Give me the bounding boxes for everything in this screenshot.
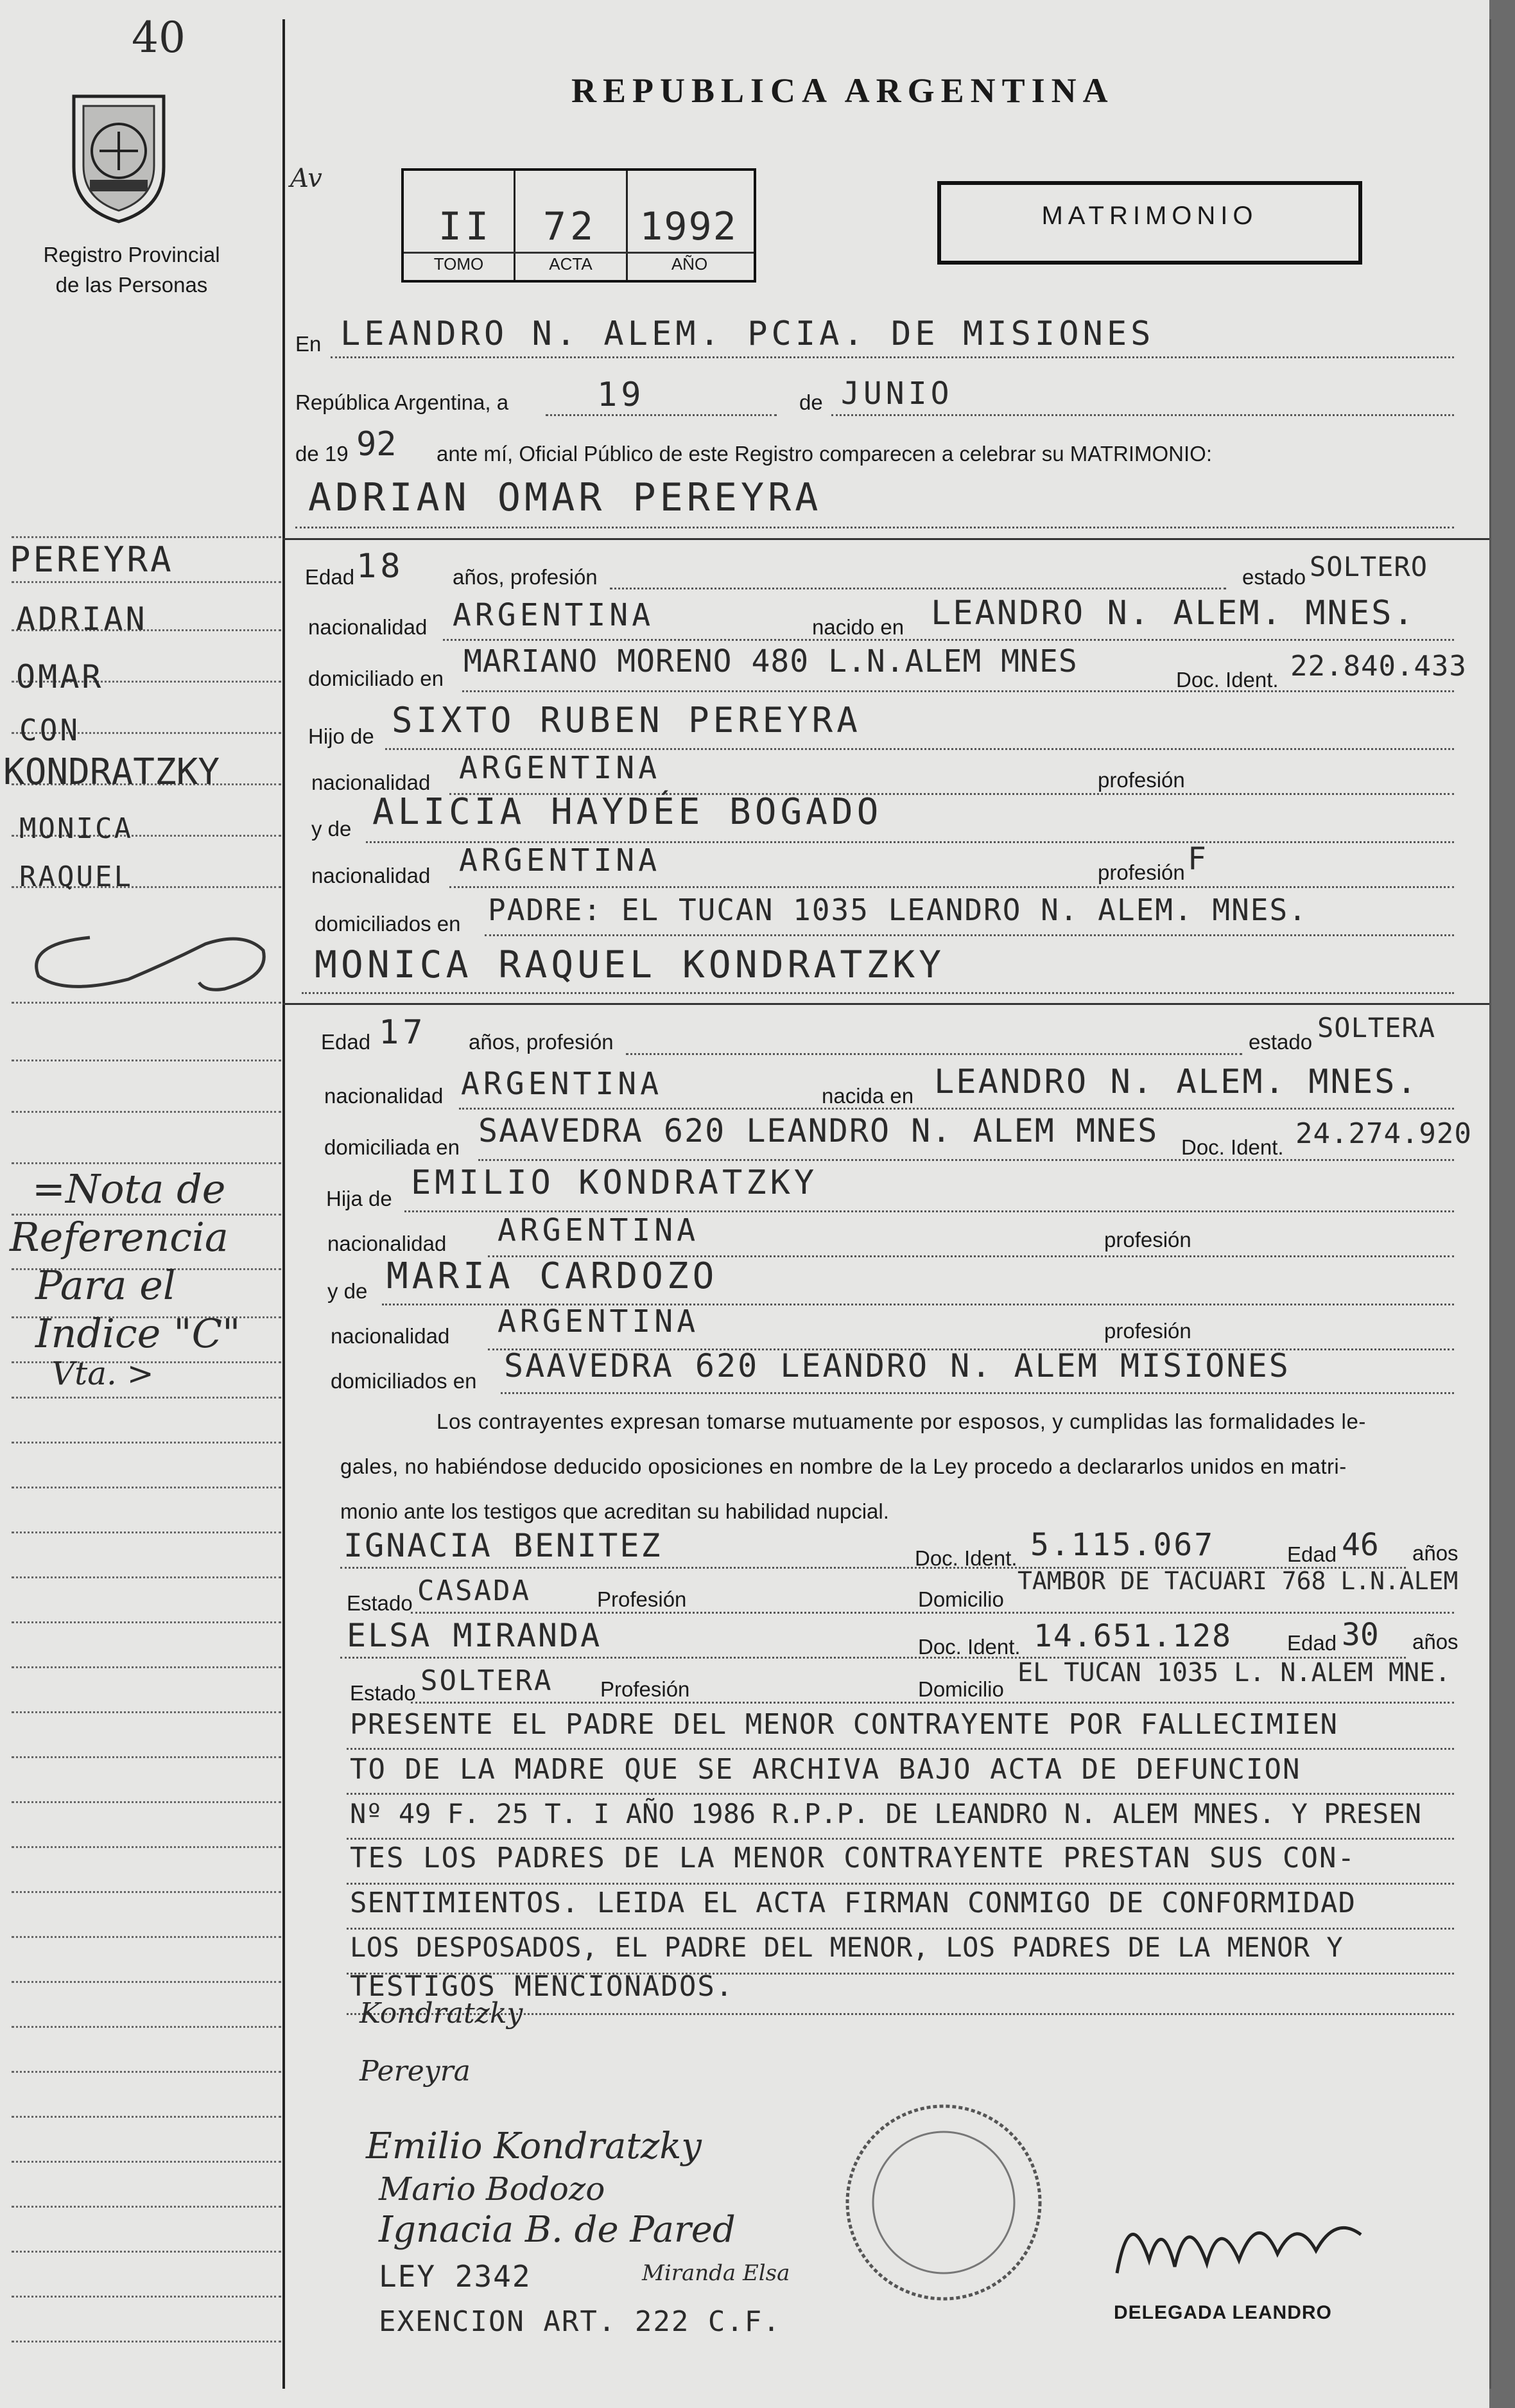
province-seal-icon (64, 90, 173, 225)
dotted-line (347, 1838, 1454, 1840)
appearance-statement: ante mí, Oficial Público de este Registro comparecen a celebrar su MATRIMONIO: (437, 442, 1213, 466)
label-nacionalidad: nacionalidad (311, 771, 431, 794)
label-estado-witness: Estado (347, 1591, 413, 1615)
bride-address: SAAVEDRA 620 LEANDRO N. ALEM MNES (478, 1112, 1159, 1149)
label-profesion: profesión (1098, 768, 1185, 792)
margin-note-line-3: Para el (35, 1262, 176, 1309)
bride-mother: MARIA CARDOZO (386, 1255, 718, 1297)
margin-line (12, 1801, 281, 1803)
label-nacida-en: nacida en (822, 1084, 914, 1108)
label-profesion-witness: Profesión (597, 1587, 687, 1611)
notes-line-2: TO DE LA MADRE QUE SE ARCHIVA BAJO ACTA DE DEFUNCION (350, 1753, 1301, 1786)
margin-bride-first-name: MONICA (19, 812, 133, 845)
section-rule (282, 1003, 1489, 1005)
margin-note-line-1: =Nota de (32, 1165, 226, 1212)
margin-line (12, 1442, 281, 1444)
ano-label: AÑO (671, 254, 708, 274)
label-edad: Edad (321, 1030, 371, 1054)
margin-line (12, 2071, 281, 2073)
bride-full-name: MONICA RAQUEL KONDRATZKY (315, 943, 946, 986)
notes-line-3: Nº 49 F. 25 T. I AÑO 1986 R.P.P. DE LEANDRO N. ALEM MNES. Y PRESEN (350, 1798, 1421, 1829)
registry-name-line1: Registro Provincial (43, 243, 220, 266)
margin-line (12, 1397, 281, 1399)
marriage-place: LEANDRO N. ALEM. PCIA. DE MISIONES (340, 315, 1155, 353)
margin-first-name: ADRIAN (16, 600, 148, 638)
label-domicilio: Domicilio (918, 1677, 1004, 1701)
label-estado: estado (1249, 1030, 1313, 1054)
witness-2-domicilio: EL TUCAN 1035 L. N.ALEM MNE. (1017, 1658, 1451, 1688)
notes-line-4: TES LOS PADRES DE LA MENOR CONTRAYENTE PRESTAN SUS CON- (350, 1842, 1356, 1874)
stamp-delegada: DELEGADA LEANDRO (1114, 2302, 1332, 2323)
acta-value: 72 (542, 204, 598, 249)
label-profesion: profesión (1098, 860, 1185, 884)
witness-1-domicilio: TAMBOR DE TACUARI 768 L.N.ALEM (1017, 1567, 1459, 1595)
margin-bride-surname: KONDRATZKY (3, 751, 220, 793)
label-domiciliada-en: domiciliada en (324, 1135, 460, 1159)
declaration-line-3: monio ante los testigos que acreditan su habilidad nupcial. (340, 1499, 889, 1523)
margin-line (12, 1531, 281, 1533)
label-nacionalidad: nacionalidad (311, 864, 431, 887)
label-estado-witness: Estado (350, 1681, 416, 1705)
official-stamp-icon (841, 2100, 1046, 2305)
bride-estado: SOLTERA (1317, 1012, 1436, 1043)
label-estado: estado (1242, 565, 1306, 589)
margin-line (12, 2296, 281, 2298)
label-doc-ident: Doc. Ident. (1181, 1135, 1284, 1159)
margin-note-line-4: Indice "C" (35, 1310, 241, 1357)
dotted-line (347, 1748, 1454, 1750)
margin-line (12, 2026, 281, 2028)
dotted-line (485, 934, 1454, 936)
de-label: de (799, 390, 823, 414)
label-y-de: y de (327, 1279, 368, 1303)
margin-line (12, 2251, 281, 2253)
dotted-line (411, 1702, 1454, 1704)
groom-father: SIXTO RUBEN PEREYRA (392, 700, 861, 740)
witness-2-doc: 14.651.128 (1034, 1618, 1232, 1654)
margin-line (12, 1666, 281, 1668)
declaration-line-2: gales, no habiéndose deducido oposiciones en nombre de la Ley procedo a declararlos unidos en matri- (340, 1454, 1347, 1478)
dotted-line (347, 1793, 1454, 1795)
acta-label: ACTA (549, 254, 593, 274)
groom-address: MARIANO MORENO 480 L.N.ALEM MNES (463, 643, 1078, 679)
dotted-line (411, 1612, 1454, 1614)
republic-label: República Argentina, a (295, 390, 509, 414)
label-doc-ident: Doc. Ident. (918, 1635, 1021, 1659)
groom-mother-profession: F (1188, 841, 1210, 877)
initials: Av (290, 164, 322, 193)
notes-line-5: SENTIMIENTOS. LEIDA EL ACTA FIRMAN CONMIGO DE CONFORMIDAD (350, 1887, 1356, 1919)
witness-2-estado: SOLTERA (420, 1664, 553, 1697)
label-profesion-witness: Profesión (600, 1677, 690, 1701)
notes-line-7: TESTIGOS MENCIONADOS. (350, 1970, 734, 2003)
margin-line (12, 1891, 281, 1893)
margin-line (12, 1576, 281, 1578)
label-hija-de: Hija de (326, 1187, 392, 1210)
bride-age: 17 (379, 1013, 427, 1052)
record-box-rule (404, 252, 754, 254)
signature-4: Mario Bodozo (379, 2170, 605, 2208)
label-edad-witness: Edad (1287, 1631, 1337, 1655)
groom-full-name: ADRIAN OMAR PEREYRA (308, 475, 822, 520)
groom-age: 18 (356, 547, 404, 586)
law-reference: LEY 2342 (379, 2259, 532, 2294)
dotted-line (462, 690, 1454, 692)
margin-middle-name: OMAR (16, 658, 104, 695)
folio-number: 40 (132, 13, 186, 62)
label-nacionalidad: nacionalidad (327, 1232, 447, 1255)
margin-line (12, 1846, 281, 1848)
dotted-line (443, 639, 1454, 641)
dotted-line (459, 1108, 1454, 1110)
label-doc-ident: Doc. Ident. (915, 1546, 1017, 1570)
groom-doc: 22.840.433 (1290, 650, 1467, 683)
dotted-line (478, 1159, 1454, 1161)
margin-line (12, 1111, 281, 1113)
groom-mother: ALICIA HAYDÉE BOGADO (372, 791, 883, 833)
marriage-year: 92 (356, 425, 397, 464)
signature-1: Kondratzky (359, 1997, 523, 2030)
bride-mother-nationality: ARGENTINA (498, 1304, 700, 1339)
margin-divider (282, 19, 285, 2389)
groom-nationality: ARGENTINA (453, 597, 655, 633)
margin-line (12, 1711, 281, 1713)
officer-signature-icon (1104, 2190, 1374, 2292)
margin-line (12, 2116, 281, 2118)
witness-1-age: 46 (1342, 1527, 1379, 1563)
label-domiciliados-en: domiciliados en (331, 1369, 477, 1393)
witness-1-doc: 5.115.067 (1030, 1527, 1215, 1563)
year-prefix: de 19 (295, 442, 349, 466)
dotted-line (347, 1928, 1454, 1930)
margin-con: CON (19, 713, 81, 747)
label-domiciliados-en: domiciliados en (315, 912, 461, 936)
registry-name-line2: de las Personas (55, 273, 208, 297)
label-doc-ident: Doc. Ident. (1176, 668, 1279, 692)
page-edge-line (1489, 19, 1491, 2389)
signature-2: Pereyra (359, 2055, 471, 2088)
label-anos-profesion: años, profesión (469, 1030, 614, 1054)
label-nacionalidad: nacionalidad (324, 1084, 444, 1108)
book-spine (1489, 0, 1515, 2408)
label-anos-profesion: años, profesión (453, 565, 598, 589)
groom-birthplace: LEANDRO N. ALEM. MNES. (931, 594, 1415, 633)
tomo-label: TOMO (433, 254, 484, 274)
signature-3: Emilio Kondratzky (366, 2125, 702, 2167)
margin-line (12, 2341, 281, 2343)
doc-type-title: MATRIMONIO (1041, 202, 1258, 230)
country-title: REPUBLICA ARGENTINA (571, 71, 1114, 110)
margin-note-line-5: Vta. > (51, 1355, 154, 1392)
witness-1-estado: CASADA (417, 1575, 531, 1607)
section-rule (282, 538, 1489, 540)
label-domicilio: Domicilio (918, 1587, 1004, 1611)
witness-2-name: ELSA MIRANDA (347, 1617, 602, 1654)
declaration-line-1: Los contrayentes expresan tomarse mutuamente por esposos, y cumplidas las formalidades le- (437, 1409, 1367, 1433)
margin-line (12, 581, 281, 583)
dotted-line (546, 414, 777, 416)
label-nacionalidad: nacionalidad (308, 615, 428, 639)
notes-line-1: PRESENTE EL PADRE DEL MENOR CONTRAYENTE POR FALLECIMIEN (350, 1708, 1338, 1741)
bride-nationality: ARGENTINA (461, 1066, 663, 1102)
signature-5: Ignacia B. de Pared (379, 2209, 736, 2251)
margin-line (12, 1162, 281, 1164)
year-value: 1992 (639, 204, 738, 249)
marriage-day: 19 (597, 376, 645, 414)
margin-line (12, 1060, 281, 1061)
label-edad: Edad (305, 565, 355, 589)
dotted-line (331, 356, 1454, 358)
margin-surname: PEREYRA (10, 539, 174, 580)
dotted-line (831, 414, 1454, 416)
margin-line (12, 2206, 281, 2208)
margin-line (12, 1756, 281, 1758)
margin-line (12, 1487, 281, 1488)
margin-bride-middle-name: RAQUEL (19, 860, 133, 893)
label-y-de: y de (311, 817, 352, 841)
bride-doc: 24.274.920 (1295, 1117, 1472, 1150)
margin-line (12, 1002, 281, 1004)
label-edad-witness: Edad (1287, 1542, 1337, 1566)
bride-father: EMILIO KONDRATZKY (411, 1164, 818, 1202)
dotted-line (449, 886, 1454, 888)
label-nacionalidad: nacionalidad (331, 1324, 450, 1348)
label-nacido-en: nacido en (812, 615, 905, 639)
margin-note-line-2: Referencia (10, 1214, 229, 1261)
dotted-line (610, 588, 1226, 589)
groom-estado: SOLTERO (1310, 551, 1428, 582)
en-label: En (295, 332, 322, 356)
notes-line-6: LOS DESPOSADOS, EL PADRE DEL MENOR, LOS PADRES DE LA MENOR Y (350, 1932, 1344, 1963)
signature-6: Miranda Elsa (642, 2260, 790, 2286)
dotted-line (626, 1053, 1242, 1055)
margin-flourish-icon (13, 918, 276, 1002)
label-anos: años (1412, 1541, 1459, 1565)
groom-mother-nationality: ARGENTINA (459, 842, 661, 878)
witness-1-name: IGNACIA BENITEZ (343, 1527, 662, 1564)
margin-line (12, 536, 281, 538)
dotted-line (501, 1392, 1454, 1394)
label-domiciliado-en: domiciliado en (308, 667, 444, 690)
label-anos: años (1412, 1630, 1459, 1653)
dotted-line (347, 1883, 1454, 1885)
bride-parents-address: SAAVEDRA 620 LEANDRO N. ALEM MISIONES (504, 1347, 1290, 1384)
exemption-note: EXENCION ART. 222 C.F. (379, 2305, 781, 2338)
label-profesion: profesión (1104, 1228, 1191, 1252)
margin-line (12, 2161, 281, 2163)
groom-father-nationality: ARGENTINA (459, 750, 661, 786)
label-hijo-de: Hijo de (308, 724, 374, 748)
margin-line (12, 1981, 281, 1983)
margin-line (12, 1936, 281, 1938)
groom-parents-address: PADRE: EL TUCAN 1035 LEANDRO N. ALEM. MNES. (488, 893, 1308, 927)
label-profesion: profesión (1104, 1319, 1191, 1343)
bride-father-nationality: ARGENTINA (498, 1212, 700, 1248)
dotted-line (302, 992, 1454, 994)
marriage-month: JUNIO (841, 376, 953, 412)
margin-line (12, 1621, 281, 1623)
bride-birthplace: LEANDRO N. ALEM. MNES. (934, 1063, 1419, 1101)
tomo-value: II (438, 204, 493, 249)
witness-2-age: 30 (1342, 1617, 1379, 1653)
dotted-line (295, 527, 1454, 528)
